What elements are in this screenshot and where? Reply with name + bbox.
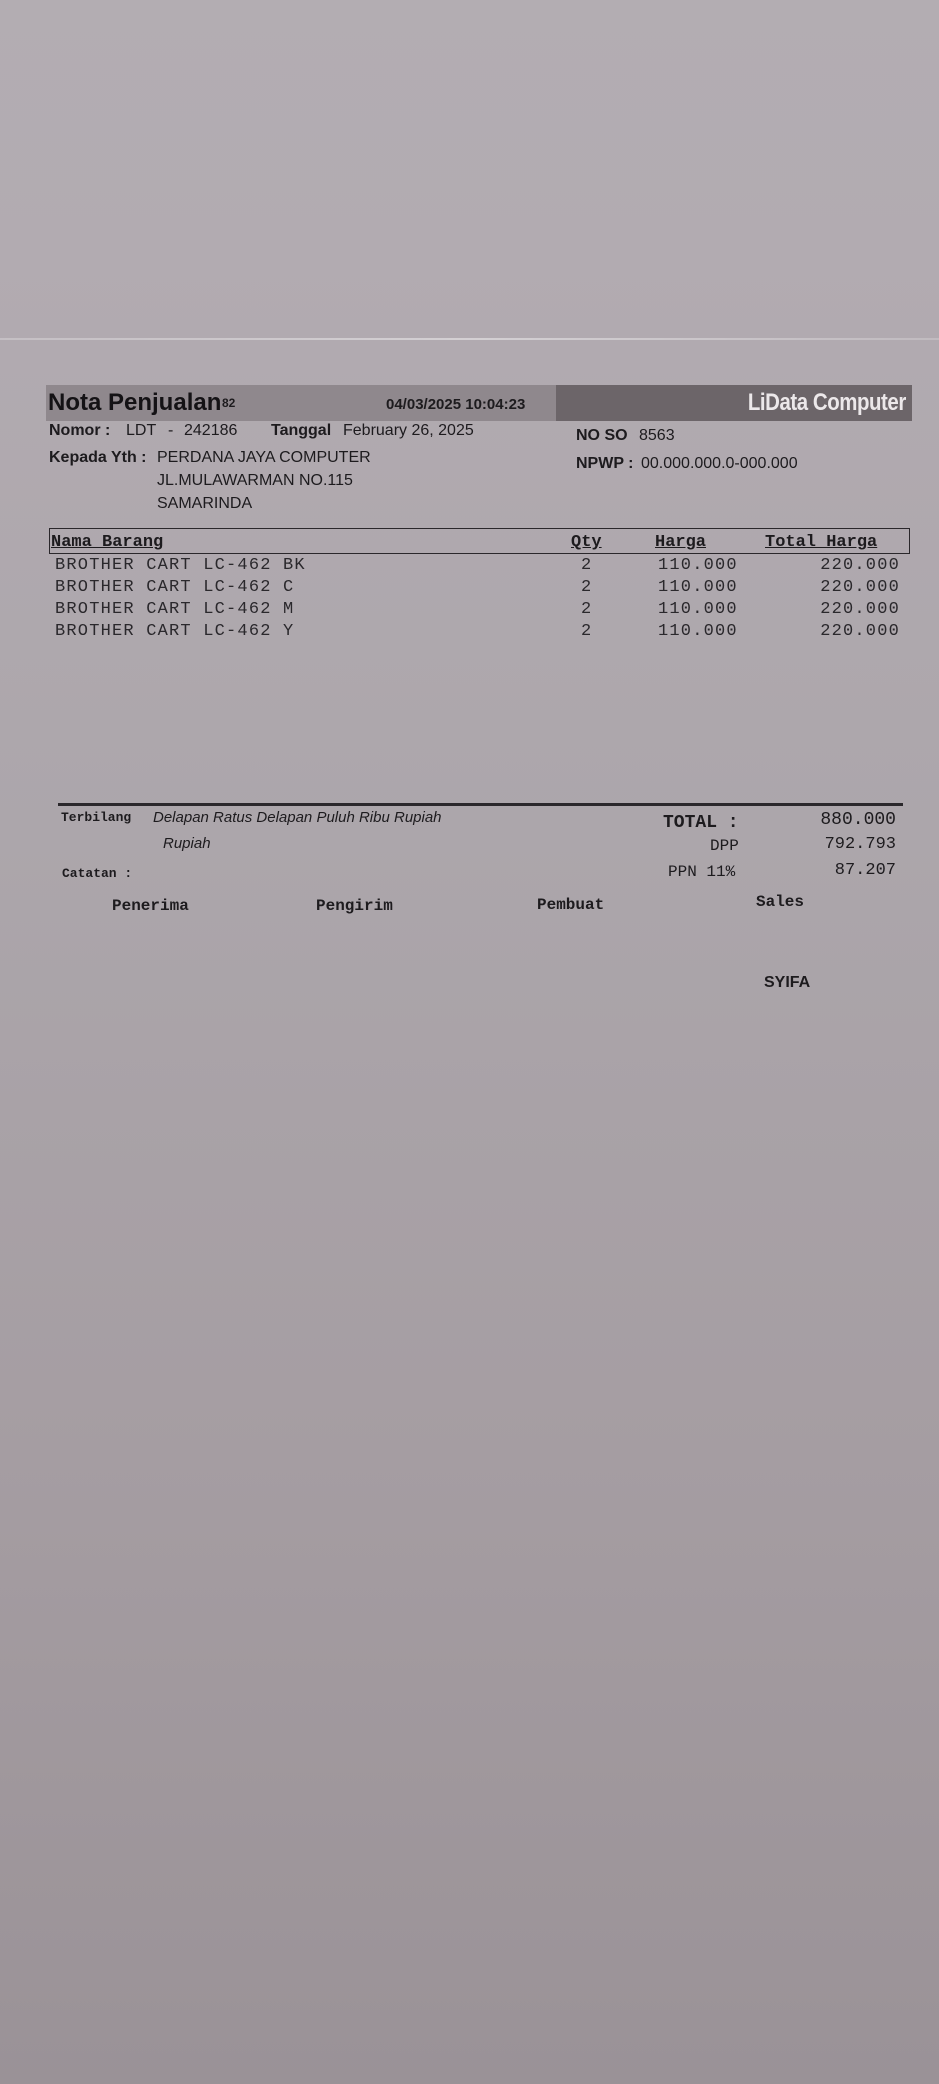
document-title-number: 82 (222, 396, 236, 410)
terbilang-label: Terbilang (61, 810, 132, 825)
item-total: 220.000 (820, 600, 900, 619)
item-qty: 2 (581, 600, 593, 619)
total-divider (58, 803, 903, 806)
dpp-label: DPP (710, 837, 739, 855)
paper-fold-edge (0, 338, 939, 340)
kepada-label: Kepada Yth : (49, 449, 147, 466)
item-total: 220.000 (820, 578, 900, 597)
tanggal-value: February 26, 2025 (343, 422, 474, 439)
item-price: 110.000 (658, 578, 738, 597)
item-price: 110.000 (658, 622, 738, 641)
column-header-total-harga: Total Harga (765, 533, 878, 552)
recipient-name: PERDANA JAYA COMPUTER (157, 449, 371, 466)
item-price: 110.000 (658, 600, 738, 619)
terbilang-text: Delapan Ratus Delapan Puluh Ribu Rupiah (153, 809, 442, 826)
item-total: 220.000 (820, 622, 900, 641)
nomor-separator: - (168, 422, 174, 439)
nomor-label: Nomor : (49, 422, 111, 439)
ppn-label: PPN 11% (668, 863, 736, 881)
item-qty: 2 (581, 556, 593, 575)
item-price: 110.000 (658, 556, 738, 575)
item-name: BROTHER CART LC-462 C (55, 578, 295, 597)
printed-datetime: 04/03/2025 10:04:23 (386, 396, 526, 413)
noso-value: 8563 (639, 427, 675, 444)
document-title: Nota Penjualan (48, 389, 222, 416)
terbilang-continuation: Rupiah (163, 835, 211, 852)
signature-pengirim: Pengirim (316, 897, 393, 915)
npwp-label: NPWP : (576, 455, 634, 472)
noso-label: NO SO (576, 427, 628, 444)
sales-name: SYIFA (764, 974, 811, 991)
recipient-address: JL.MULAWARMAN NO.115 (157, 472, 353, 489)
nomor-value: 242186 (184, 422, 238, 439)
item-name: BROTHER CART LC-462 BK (55, 556, 306, 575)
nomor-prefix: LDT (126, 422, 157, 439)
item-name: BROTHER CART LC-462 M (55, 600, 295, 619)
dpp-value: 792.793 (824, 835, 896, 854)
signature-penerima: Penerima (112, 897, 189, 915)
signature-pembuat: Pembuat (537, 896, 605, 914)
total-label: TOTAL : (663, 813, 739, 833)
column-header-harga: Harga (655, 533, 707, 552)
tanggal-label: Tanggal (271, 422, 332, 439)
item-name: BROTHER CART LC-462 Y (55, 622, 295, 641)
item-total: 220.000 (820, 556, 900, 575)
signature-sales: Sales (756, 893, 805, 911)
brand-band (556, 385, 912, 421)
recipient-city: SAMARINDA (157, 495, 253, 512)
total-value: 880.000 (820, 810, 896, 830)
column-header-nama-barang: Nama Barang (51, 533, 164, 552)
catatan-label: Catatan : (62, 866, 133, 881)
item-qty: 2 (581, 578, 593, 597)
brand-logo-text: LiData Computer (748, 389, 906, 416)
item-qty: 2 (581, 622, 593, 641)
npwp-value: 00.000.000.0-000.000 (641, 455, 798, 472)
column-header-qty: Qty (571, 533, 602, 552)
ppn-value: 87.207 (834, 861, 896, 880)
